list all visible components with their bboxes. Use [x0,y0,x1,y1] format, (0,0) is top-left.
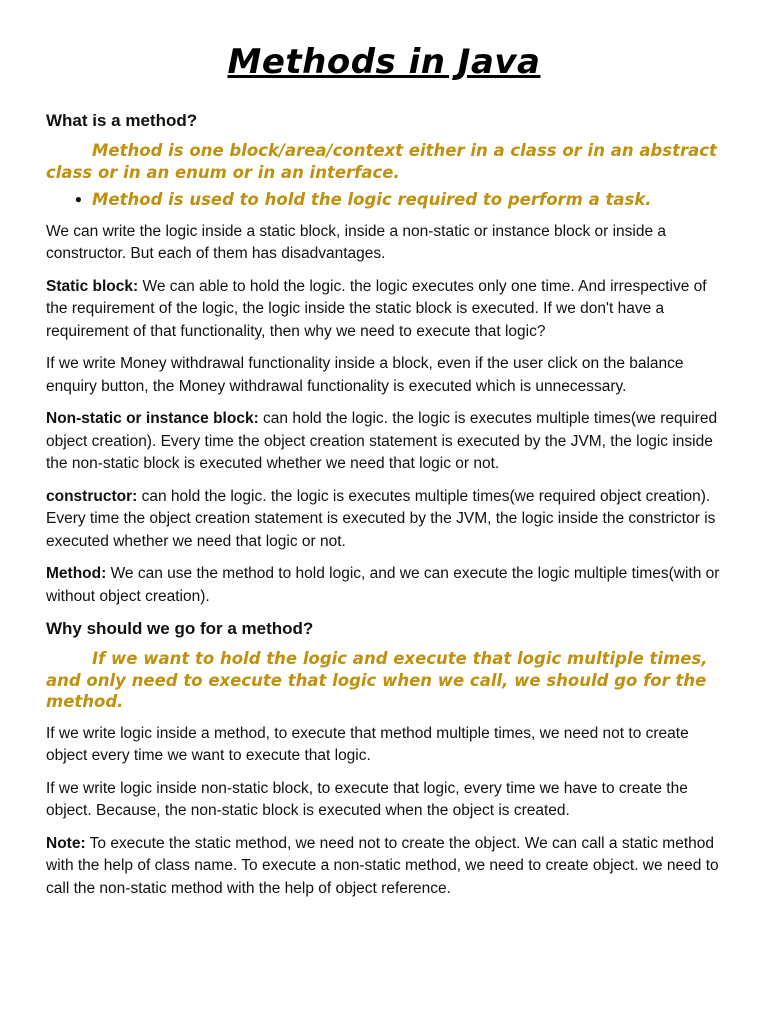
page-title: Methods in Java [227,42,541,82]
nonstatic-block-text: can hold the logic. the logic is executes multiple times(we required object creation). Every time the object creation statement is executed by the JVM, the logic inside the non-static block is executed whether we need that logic or not. [46,410,718,472]
method-multiple-paragraph: If we write logic inside a method, to execute that method multiple times, we need not to create object every time we want to execute that logic. [46,724,689,764]
method-purpose-bullet: Method is used to hold the logic required to perform a task. [92,190,652,209]
method-label: Method: [46,565,107,582]
method-definition: Method is one block/area/context either in a class or in an abstract class or in an enum or in an interface. [46,141,717,182]
note-paragraph [46,833,722,901]
constructor-text: can hold the logic. the logic is executes multiple times(we required object creation). Every time the object creation statement is executed by the JVM, the logic inside the constrictor is executed whether we need that logic or not. [46,487,716,550]
what-is-method-heading: What is a method? [46,111,198,130]
bullet-list-item [46,189,722,211]
intro-paragraph: We can write the logic inside a static block, inside a non-static or instance block or inside a constructor. But each of them has disadvantages. [46,222,667,262]
note-label: Note: [46,834,86,852]
method-text: We can use the method to hold logic, and we can execute the logic multiple times(with or without object creation). [46,565,720,605]
constructor-label: constructor: [46,487,138,505]
document-page [46,40,722,910]
static-block-paragraph [46,276,722,344]
why-method-answer: If we want to hold the logic and execute that logic multiple times, and only need to execute that logic when we call, we should go for the method. [46,649,708,711]
method-paragraph [46,563,722,608]
nonstatic-block-label: Non-static or instance block: [46,410,259,427]
bullet-icon: ● [74,192,82,206]
static-block-label: Static block: [46,277,139,295]
money-withdrawal-paragraph: If we write Money withdrawal functionality inside a block, even if the user click on the balance enquiry button, the Money withdrawal functionality is executed which is unnecessary. [46,355,684,395]
constructor-paragraph [46,486,722,554]
nonstatic-block-paragraph [46,408,722,476]
why-method-heading: Why should we go for a method? [46,619,314,638]
nonstatic-multiple-paragraph: If we write logic inside non-static block, to execute that logic, every time we have to create the object. Because, the non-static block is executed when the object is created. [46,779,688,819]
note-text: To execute the static method, we need not to create the object. We can call a static method with the help of class name. To execute a non-static method, we need to create object. we need to call the non-static method with the help of object reference. [46,834,719,897]
static-block-text: We can able to hold the logic. the logic executes only one time. And irrespective of the requirement of the logic, the logic inside the static block is executed. If we don't have a requirement of that functionality, then why we need to execute that logic? [46,277,707,340]
